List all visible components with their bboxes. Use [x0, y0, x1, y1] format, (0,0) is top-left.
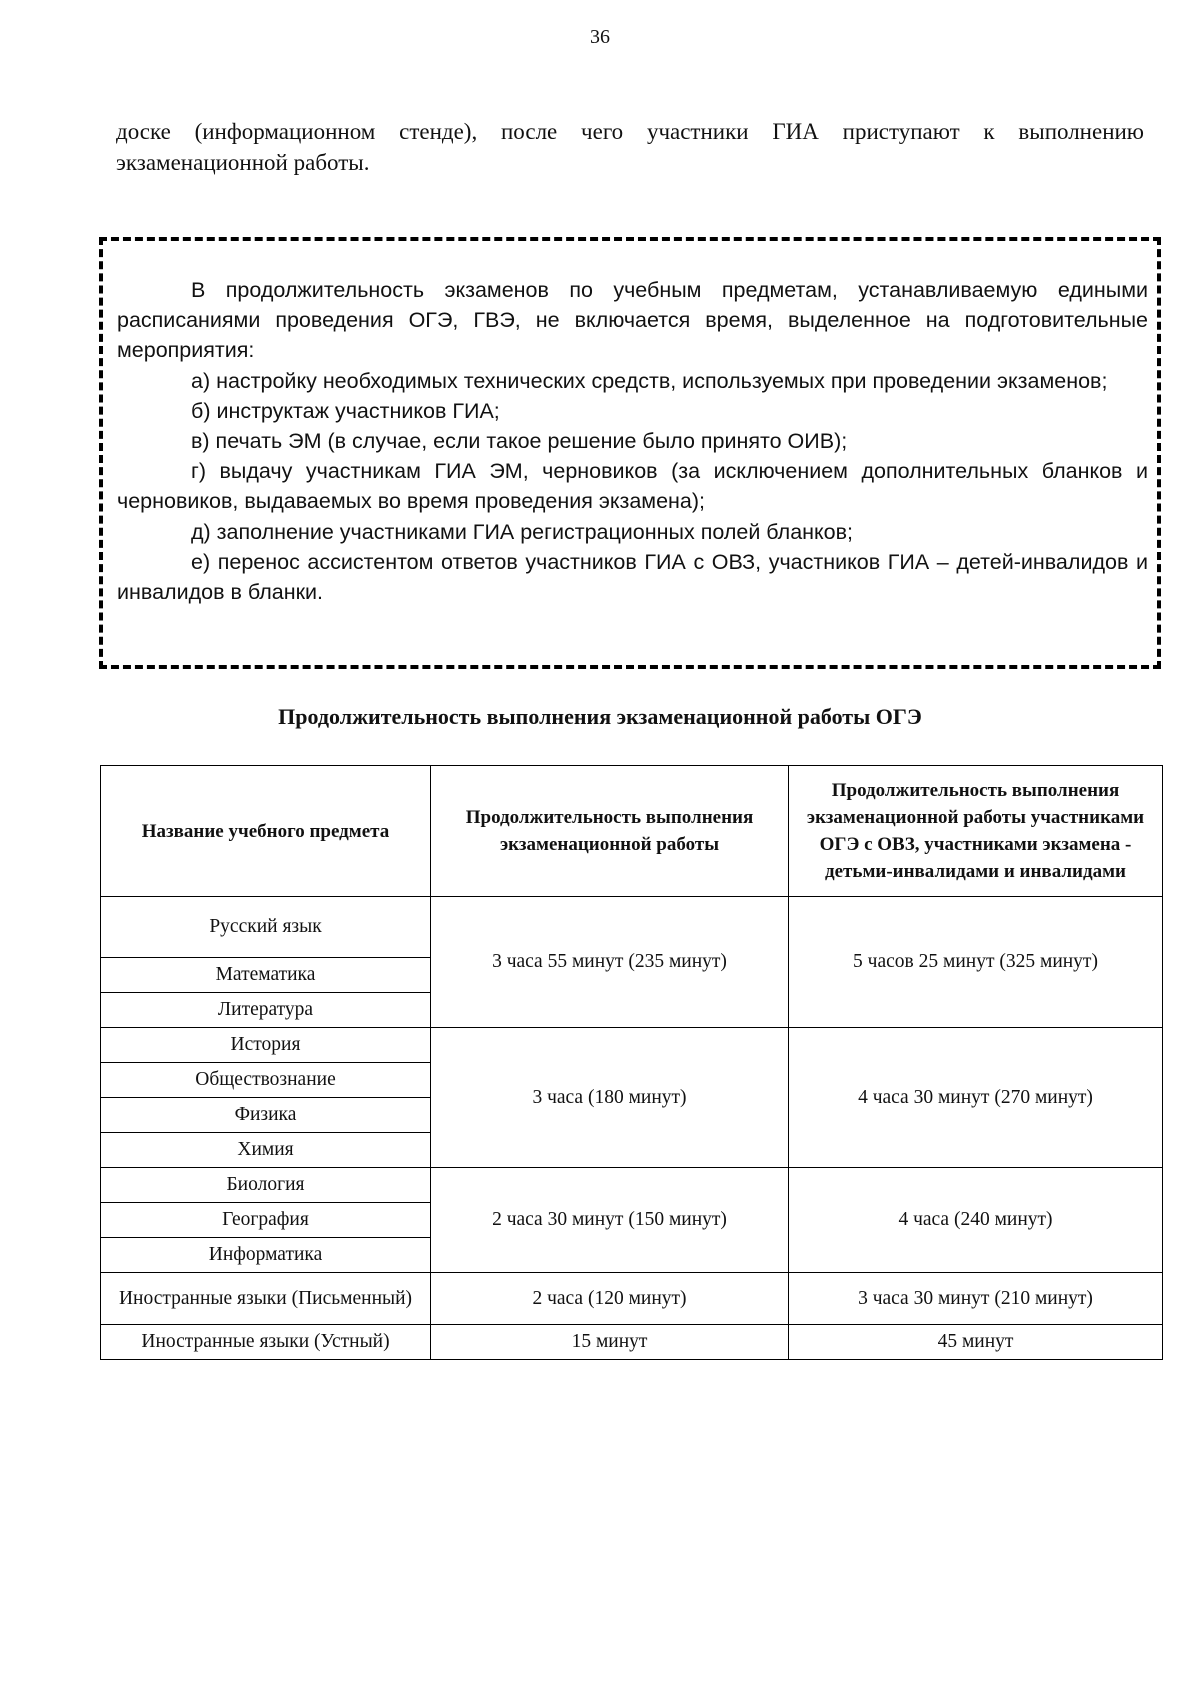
notice-item: д) заполнение участниками ГИА регистрационных полей бланков;: [191, 519, 854, 544]
subject-cell: Информатика: [101, 1238, 431, 1273]
header-duration: Продолжительность выполнения экзаменационной работы: [431, 766, 789, 897]
subject-cell: Математика: [101, 958, 431, 993]
table-row: [101, 897, 1163, 958]
subject-cell: История: [101, 1028, 431, 1063]
duration-ovz-cell: 3 часа 30 минут (210 минут): [789, 1273, 1163, 1325]
table-row: [101, 1273, 1163, 1325]
duration-ovz-cell: 5 часов 25 минут (325 минут): [789, 897, 1163, 1028]
table-header-row: [101, 766, 1163, 897]
table-row: [101, 1028, 1163, 1063]
duration-cell: 3 часа (180 минут): [431, 1028, 789, 1168]
notice-box: [99, 237, 1161, 669]
notice-item: а) настройку необходимых технических средств, используемых при проведении экзаменов;: [191, 368, 1108, 393]
subject-cell: География: [101, 1203, 431, 1238]
header-duration-ovz: Продолжительность выполнения экзаменационной работы участниками ОГЭ с ОВЗ, участниками экзамена - детьми-инвалидами и инвалидами: [789, 766, 1163, 897]
duration-ovz-cell: 4 часа 30 минут (270 минут): [789, 1028, 1163, 1168]
duration-ovz-cell: 45 минут: [789, 1325, 1163, 1360]
subject-cell: Физика: [101, 1098, 431, 1133]
notice-item: б) инструктаж участников ГИА;: [191, 398, 500, 423]
intro-paragraph: доске (информационном стенде), после чего участники ГИА приступают к выполнению экзаменационной работы.: [116, 119, 1144, 175]
notice-item: в) печать ЭМ (в случае, если такое решение было принято ОИВ);: [191, 429, 848, 454]
subject-cell: Иностранные языки (Устный): [101, 1325, 431, 1360]
subject-cell: Литература: [101, 993, 431, 1028]
subject-cell: Химия: [101, 1133, 431, 1168]
notice-lead: В продолжительность экзаменов по учебным предметам, устанавливаемую едиными расписаниями проведения ОГЭ, ГВЭ, не включается время, выделенное на подготовительные мероприятия:: [117, 278, 1148, 363]
header-subject: Название учебного предмета: [101, 766, 431, 897]
subject-cell: Обществознание: [101, 1063, 431, 1098]
duration-cell: 3 часа 55 минут (235 минут): [431, 897, 789, 1028]
duration-cell: 15 минут: [431, 1325, 789, 1360]
duration-cell: 2 часа (120 минут): [431, 1273, 789, 1325]
table-row: [101, 1168, 1163, 1203]
duration-ovz-cell: 4 часа (240 минут): [789, 1168, 1163, 1273]
duration-table: [100, 765, 1163, 1360]
subject-cell: Биология: [101, 1168, 431, 1203]
duration-cell: 2 часа 30 минут (150 минут): [431, 1168, 789, 1273]
subject-cell: Русский язык: [101, 897, 431, 958]
page-number: 36: [590, 26, 610, 48]
notice-text: [117, 275, 1148, 607]
notice-item: г) выдачу участникам ГИА ЭМ, черновиков (за исключением дополнительных бланков и черновиков, выдаваемых во время проведения экзамена);: [117, 459, 1148, 514]
table-title: Продолжительность выполнения экзаменационной работы ОГЭ: [278, 704, 922, 729]
subject-cell: Иностранные языки (Письменный): [101, 1273, 431, 1325]
notice-item: е) перенос ассистентом ответов участников ГИА с ОВЗ, участников ГИА – детей-инвалидов и инвалидов в бланки.: [117, 549, 1148, 605]
table-row: [101, 1325, 1163, 1360]
